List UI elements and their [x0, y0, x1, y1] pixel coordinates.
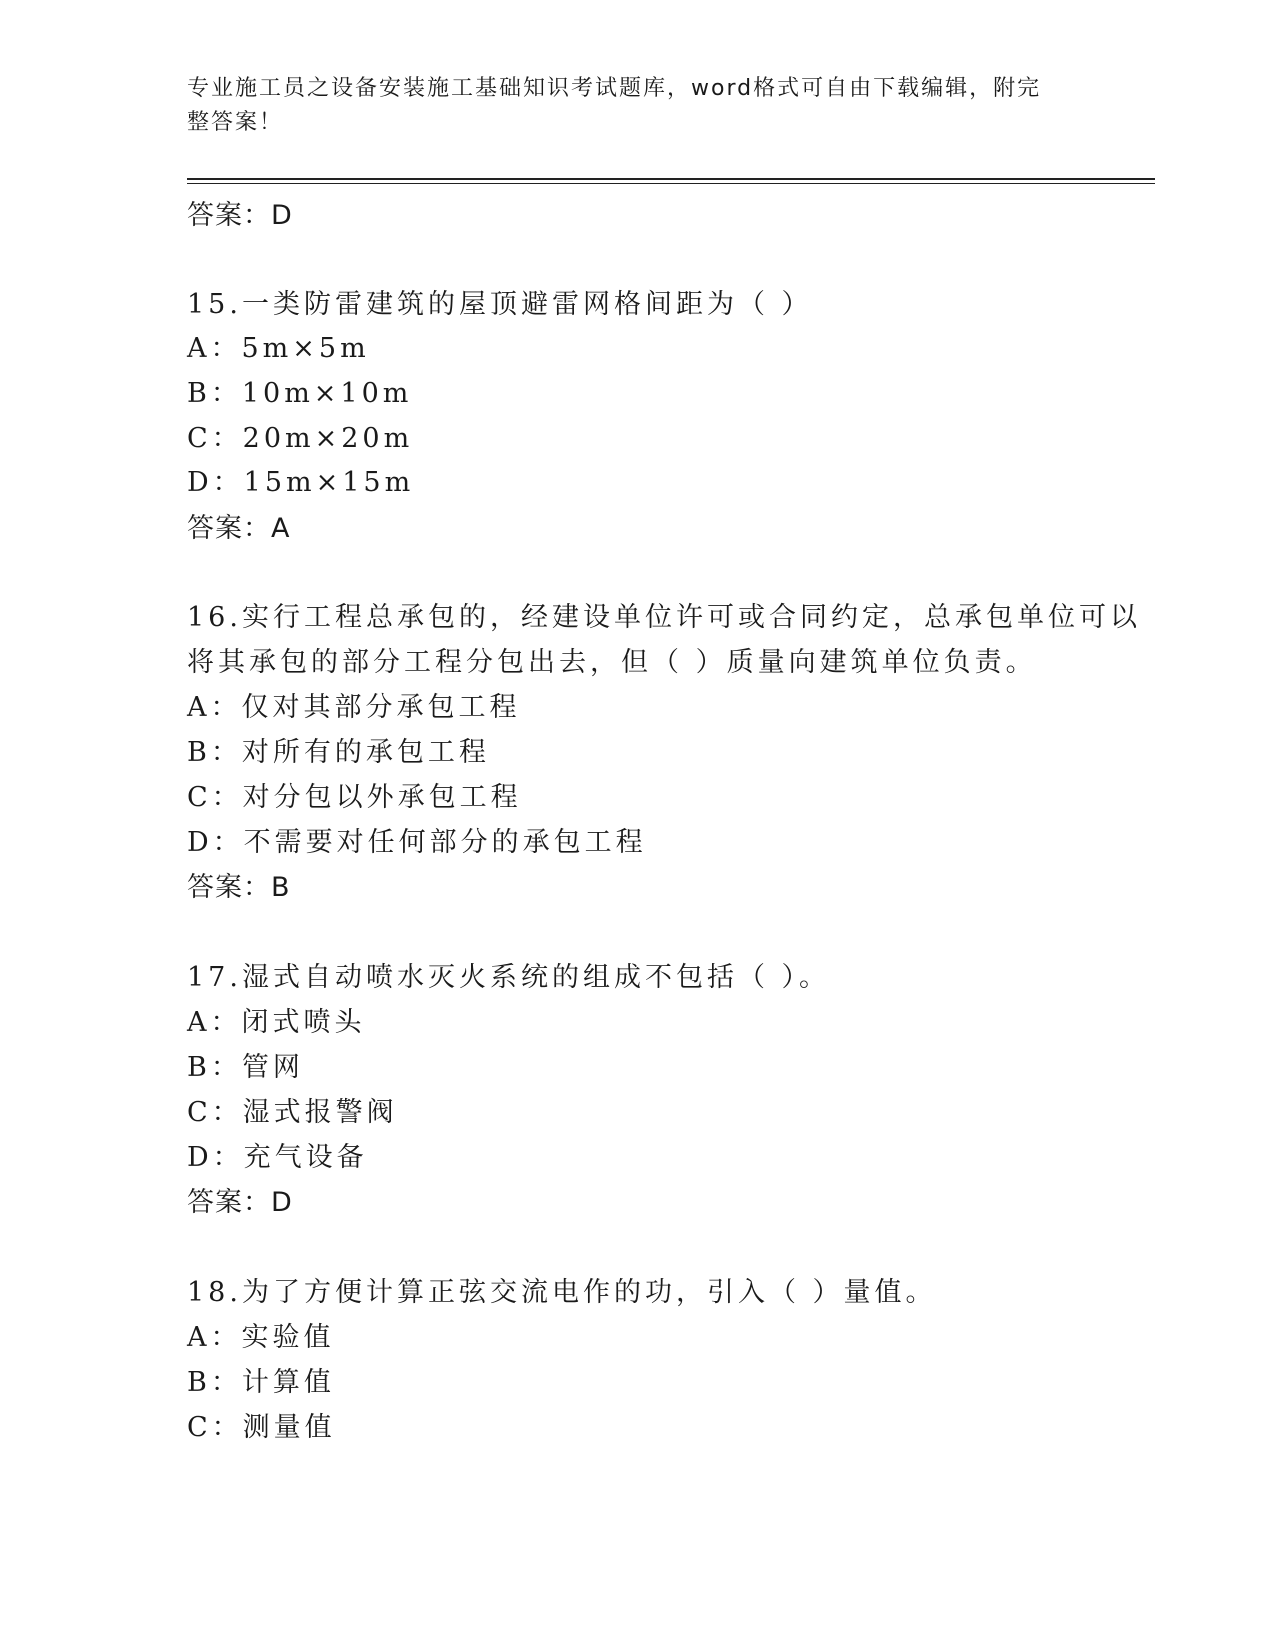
option-15-b: B：10m×10m: [187, 378, 413, 409]
option-17-d: D：充气设备: [187, 1142, 368, 1173]
option-15-c: C：20m×20m: [187, 423, 414, 454]
answer-14: 答案：D: [187, 200, 293, 231]
option-18-a: A：实验值: [187, 1322, 335, 1353]
option-16-d: D：不需要对任何部分的承包工程: [187, 827, 647, 858]
option-15-d: D：15m×15m: [187, 467, 415, 498]
answer-17: 答案：D: [187, 1187, 293, 1218]
option-17-a: A：闭式喷头: [187, 1007, 366, 1038]
question-16-line-1: 16.实行工程总承包的，经建设单位许可或合同约定，总承包单位可以: [187, 602, 1141, 633]
header-divider-thin: [187, 183, 1155, 184]
option-16-b: B：对所有的承包工程: [187, 737, 490, 768]
document-header: [187, 72, 1077, 140]
question-16-line-2: 将其承包的部分工程分包出去，但（ ）质量向建筑单位负责。: [187, 647, 1037, 678]
option-17-c: C：湿式报警阀: [187, 1097, 398, 1128]
header-divider-thick: [187, 178, 1155, 180]
option-18-c: C：测量值: [187, 1412, 336, 1443]
header-line-1: 专业施工员之设备安装施工基础知识考试题库，word格式可自由下载编辑，附完: [187, 76, 1042, 101]
option-18-b: B：计算值: [187, 1367, 335, 1398]
question-18: 18.为了方便计算正弦交流电作的功，引入（ ）量值。: [187, 1277, 937, 1308]
option-16-a: A：仅对其部分承包工程: [187, 692, 521, 723]
answer-16: 答案：B: [187, 872, 291, 903]
question-17: 17.湿式自动喷水灭火系统的组成不包括（ ）。: [187, 962, 831, 993]
option-17-b: B：管网: [187, 1052, 304, 1083]
option-15-a: A：5m×5m: [187, 333, 370, 364]
header-line-2: 整答案！: [187, 110, 284, 135]
option-16-c: C：对分包以外承包工程: [187, 782, 522, 813]
question-15: 15.一类防雷建筑的屋顶避雷网格间距为（ ）: [187, 289, 813, 320]
answer-15: 答案：A: [187, 513, 291, 544]
